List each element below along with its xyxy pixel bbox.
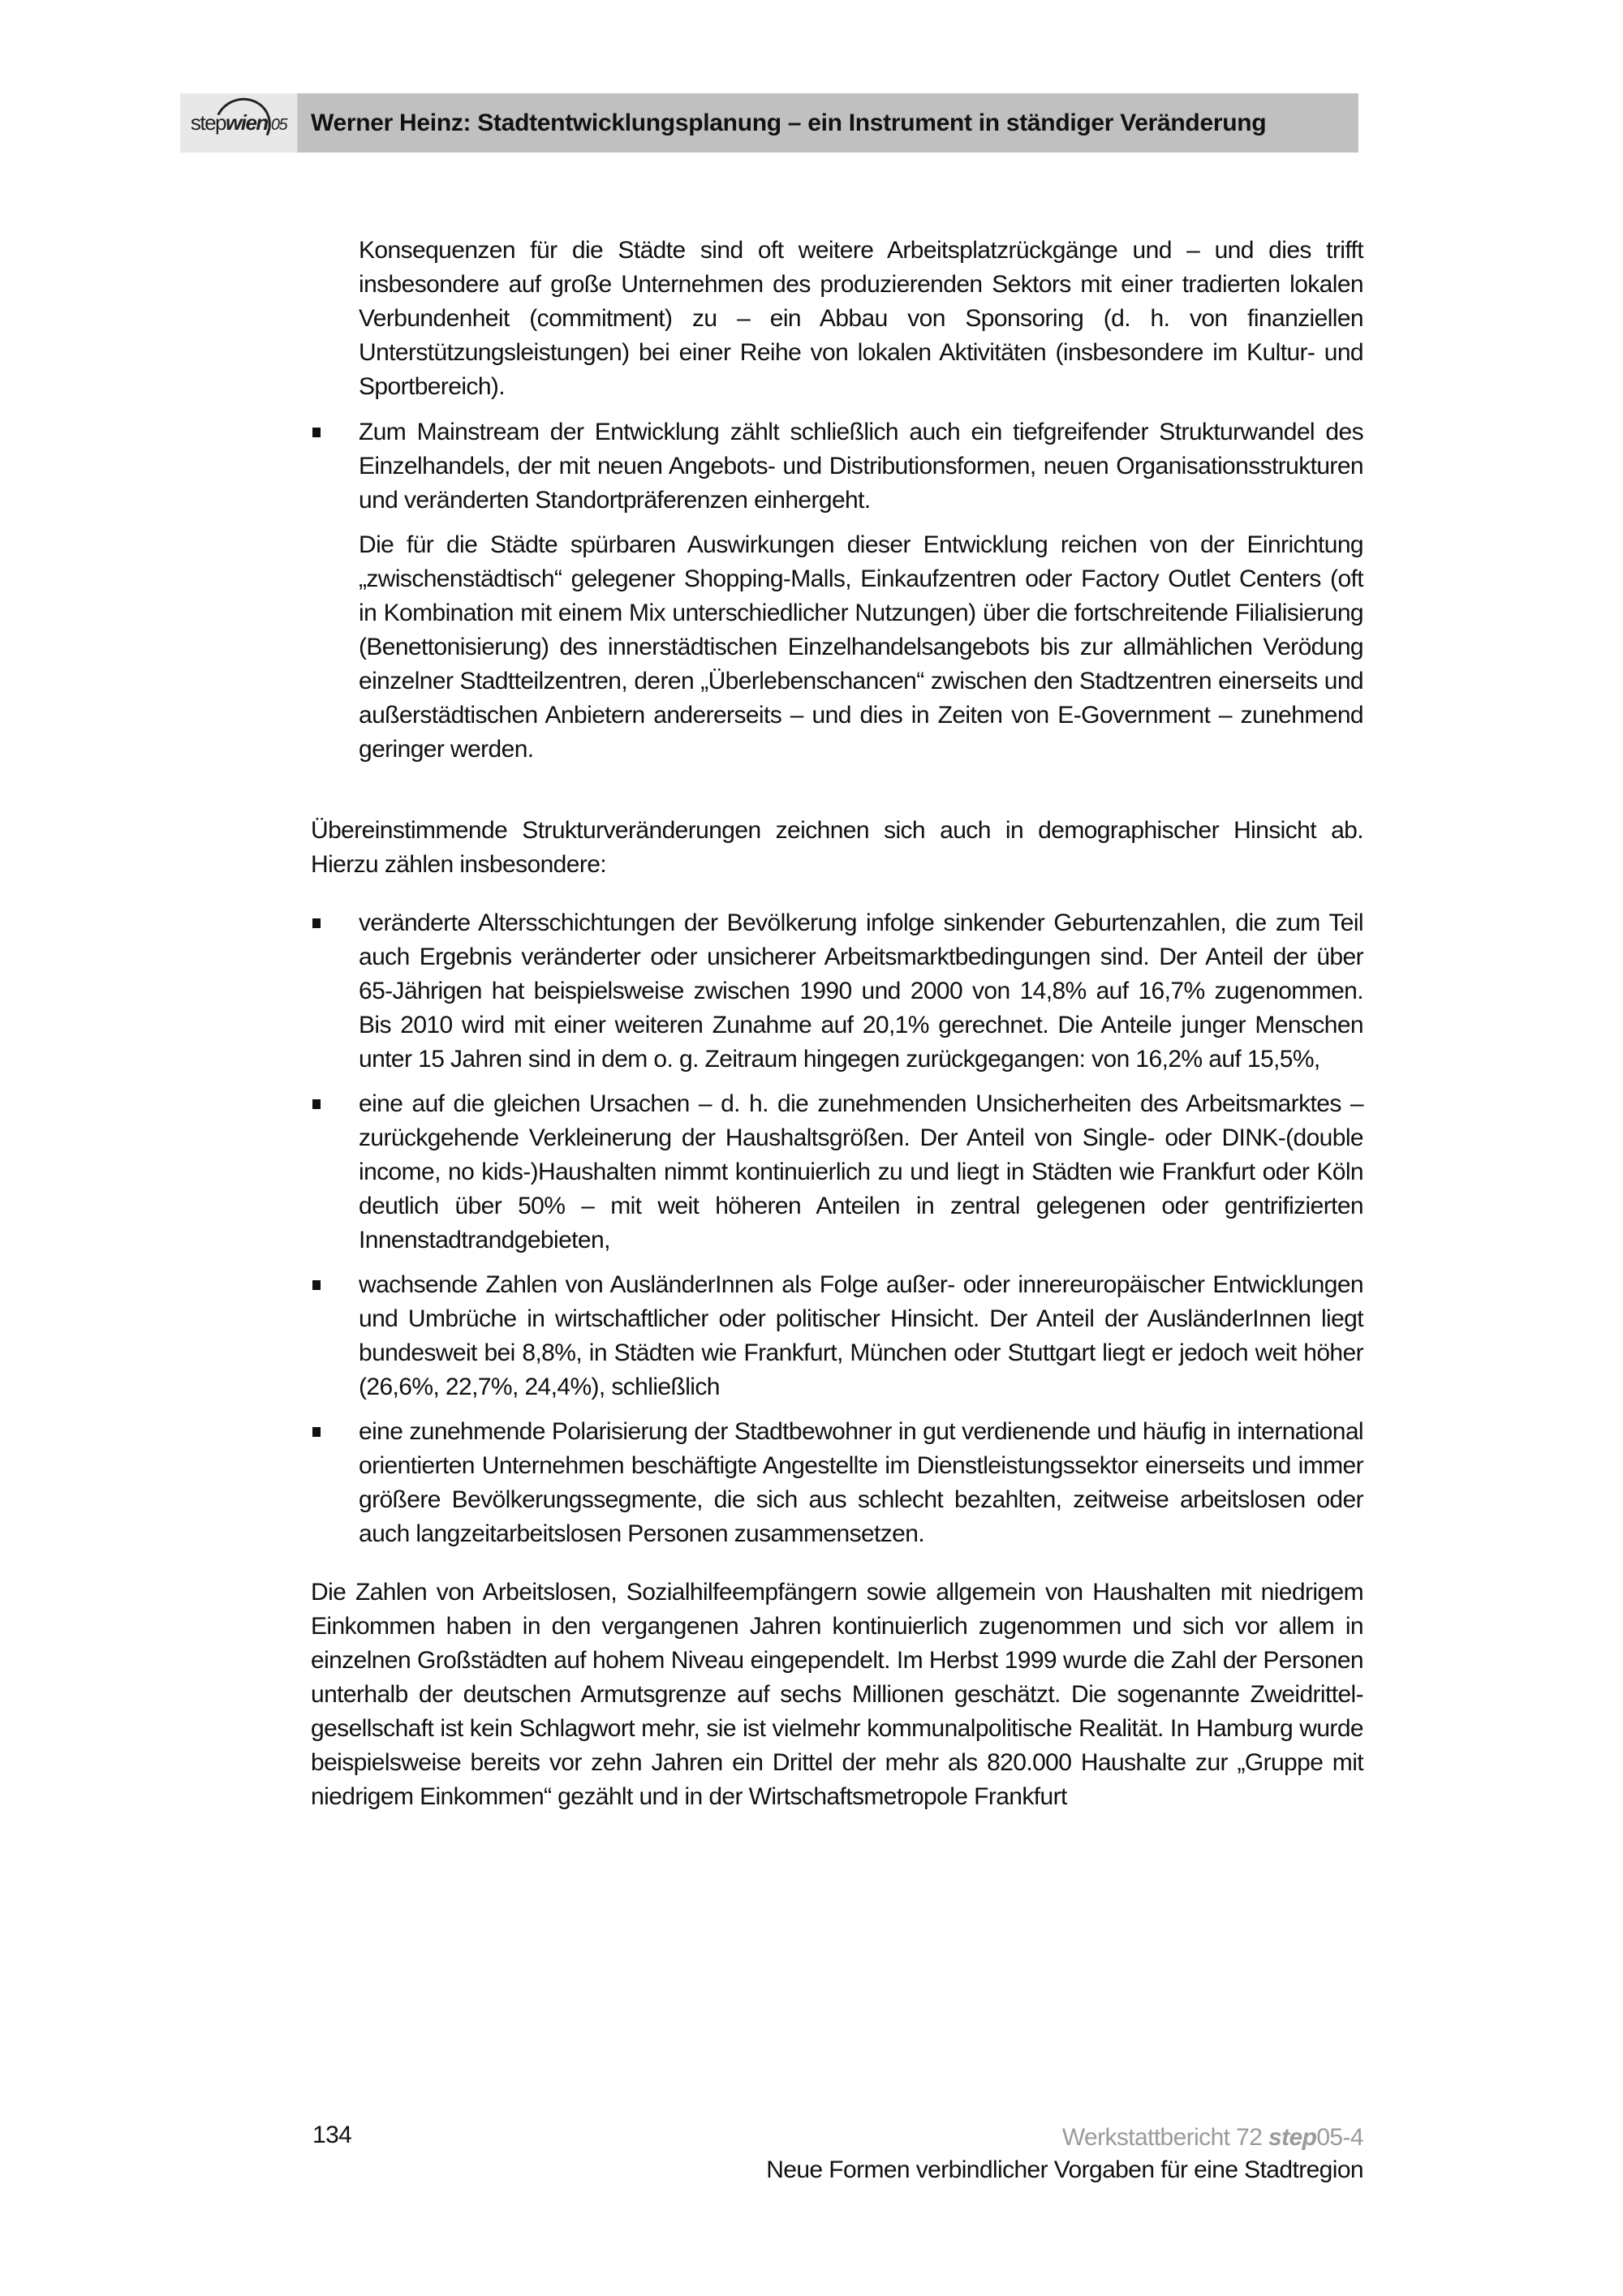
footer-series [766,2122,1363,2154]
bullet-square-icon [312,1280,321,1290]
logo-text [191,110,286,135]
demographic-intro-paragraph: Übereinstimmende Strukturveränderungen zeichnen sich auch in demographischer Hinsicht ab. Hierzu zählen insbesondere: [311,817,1363,878]
bullet-text: veränderte Altersschichtungen der Bevölkerung infolge sinkender Geburtenzahlen, die zum Teil auch Ergebnis veränderter oder unsicherer Arbeitsmarktbedingungen sind. Der Anteil der über 65-Jährigen hat beispielsweise zwischen 1990 und 2000 von 14,8% auf 16,7% zugenommen. Bis 2010 wird mit einer weiteren Zunahme auf 20,1% gerechnet. Die Anteile junger Menschen unter 15 Jahren sind in dem o. g. Zeitraum hingegen zurückgegangen: von 16,2% auf 15,5%, [359,909,1363,1073]
mainstream-detail-paragraph: Die für die Städte spürbaren Auswirkungen dieser Entwicklung reichen von der Einrichtung „zwischenstädtisch“ gelegener Shopping-Malls, Einkaufzentren oder Factory Outlet Centers (oft in Kombination mit einem Mix unterschiedlicher Nutzungen) über die fortschreitende Filialisierung (Benettonisierung) des innerstädtischen Einzelhandelsangebots bis zur allmählichen Verödung einzelner Stadtteilzentren, deren „Überlebenschancen“ zwischen den Stadtzentren einerseits und außerstädtischen Anbietern andererseits – und dies in Zeiten von E-Government – zunehmend geringer werden. [359,531,1363,763]
bullet-text: eine auf die gleichen Ursachen – d. h. die zunehmenden Unsicherheiten des Arbeitsmarktes – zurückgehende Verkleinerung der Haushaltsgrößen. Der Anteil von Single- oder DINK-(double income, no kids-)Haushalten nimmt kontinuierlich zu und liegt in Städten wie Frankfurt oder Köln deutlich über 50% – mit weit höheren Anteilen in zentral gelegenen oder gentrifizierten Innenstadtrandgebieten, [359,1090,1363,1253]
stepwien-logo [180,93,298,153]
series-brand: step [1268,2124,1317,2151]
bullet-square-icon [312,1427,321,1437]
series-prefix: Werkstattbericht 72 [1061,2124,1269,2151]
bullet-text: wachsende Zahlen von AusländerInnen als Folge außer- oder innereuropäischer Entwicklungen und Umbrüche in wirtschaftlicher oder politischer Hinsicht. Der Anteil der AusländerInnen liegt bundesweit bei 8,8%, in Städten wie Frankfurt, München oder Stuttgart liegt er jedoch weit höher (26,6%, 22,7%, 24,4%), schließlich [359,1271,1363,1400]
bullet-text: eine zunehmende Polarisierung der Stadtbewohner in gut verdienende und häufig in international orientierten Unternehmen beschäftigte Angestellte im Dienstleistungssektor einerseits und immer größere Bevölkerungssegmente, die sich aus schlecht bezahlten, zeitweise arbeitslosen oder auch langzeitarbeitslosen Personen zusammensetzen. [359,1418,1363,1547]
series-suffix: 05-4 [1316,2124,1363,2151]
bullet-square-icon [312,918,321,928]
logo-year: .05 [267,116,287,134]
page-body [311,234,1363,1814]
bullet-item-mainstream [311,415,1363,518]
bullet-square-icon [312,428,321,437]
list-item [311,1087,1363,1258]
header-title: Werner Heinz: Stadtentwicklungsplanung – ein Instrument in ständiger Veränderung [311,110,1267,136]
list-item [311,1268,1363,1404]
bullet-text: Zum Mainstream der Entwicklung zählt schließlich auch ein tiefgreifender Strukturwandel des Einzelhandels, der mit neuen Angebots- und Distributionsformen, neuen Organisationsstrukturen und veränderten Standortpräferenzen einhergeht. [359,419,1363,514]
running-header [180,93,1358,153]
logo-prefix: step [190,110,226,135]
logo-brand: wien [226,110,268,135]
closing-paragraph: Die Zahlen von Arbeitslosen, Sozialhilfeempfängern sowie allgemein von Haushalten mit niedrigem Einkommen haben in den vergangenen Jahren kontinuierlich zugenommen und sich vor allem in einzelnen Großstädten auf hohem Niveau eingependelt. Im Herbst 1999 wurde die Zahl der Personen unterhalb der deutschen Armutsgrenze auf sechs Millionen geschätzt. Die sogenannte Zweidrittel-gesellschaft ist kein Schlagwort mehr, sie ist vielmehr kommunalpolitische Realität. In Hamburg wurde beispielsweise bereits vor zehn Jahren ein Drittel der mehr als 820.000 Haushalte zur „Gruppe mit niedrigem Einkommen“ gezählt und in der Wirtschaftsmetropole Frankfurt [311,1579,1363,1810]
list-item [311,906,1363,1077]
continuation-paragraph: Konsequenzen für die Städte sind oft weitere Arbeitsplatzrückgänge und – und dies trifft insbesondere auf große Unternehmen des produzierenden Sektors mit einer tradierten lokalen Verbundenheit (commitment) zu – ein Abbau von Sponsoring (d. h. von finanziellen Unterstützungsleistungen) bei einer Reihe von lokalen Aktivitäten (insbesondere im Kultur- und Sportbereich). [359,237,1363,400]
page-number: 134 [312,2122,352,2148]
footer-publication [766,2122,1363,2186]
footer-subtitle: Neue Formen verbindlicher Vorgaben für eine Stadtregion [766,2156,1363,2183]
list-item [311,1415,1363,1551]
bullet-square-icon [312,1099,321,1109]
